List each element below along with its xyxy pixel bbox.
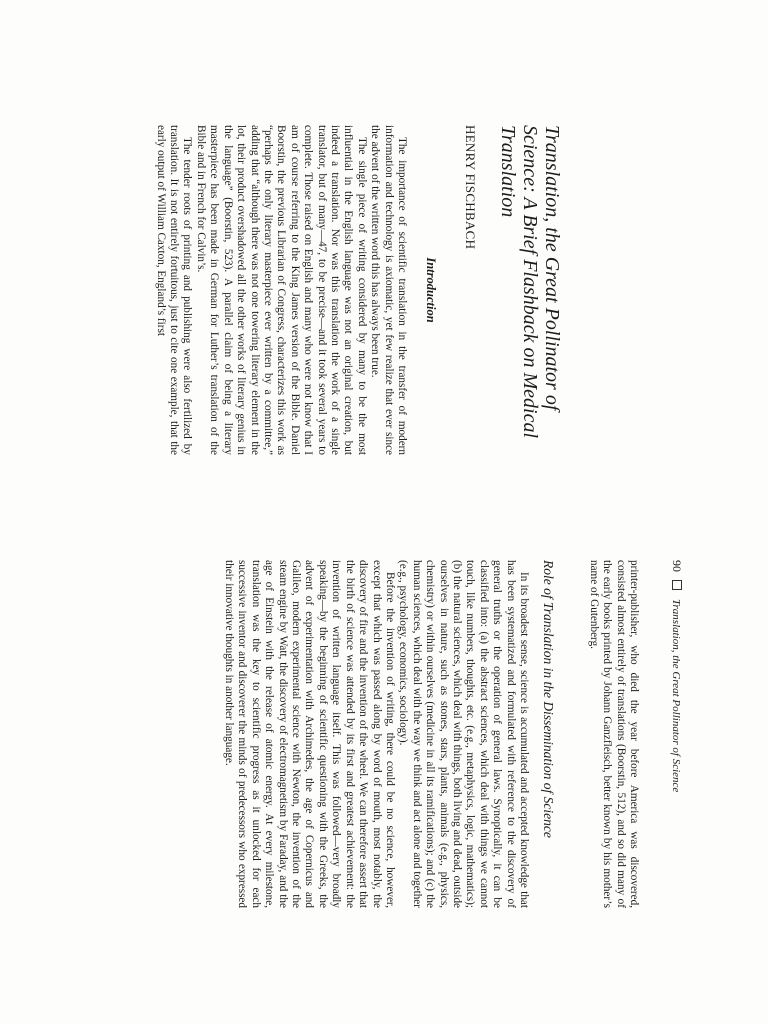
right-body-text [222,560,530,908]
left-body-text [153,125,408,455]
continuation-text [586,560,640,908]
paragraph: The importance of scientific translation in the transfer of modern information and technology is axiomatic, yet few realize that ever since the advent of the written word this has always been true. [369,125,408,455]
section-heading-role-of-translation: Role of Translation in the Dissemination of Science [541,560,556,838]
running-head-title: Translation, the Great Pollinator of Science [670,599,682,793]
page-number: 90 [670,560,684,572]
section-heading-introduction: Introduction [424,257,438,323]
running-head [669,560,684,1000]
author-name: HENRY FISCHBACH [463,125,478,250]
article-title: Translation, the Great Pollinator of Science: A Brief Flashback on Medical Translation [497,125,563,439]
paragraph: The tender roots of printing and publishing were also fertilized by translation. It is not entirely fortuitous, just to cite one example, that the early output of William Caxton, England’s first [154,125,194,455]
right-page [0,520,768,1024]
box-icon [672,580,682,590]
paragraph: In its broadest sense, science is accumulated and accepted knowledge that has been systematized and formulated with reference to the discovery of general truths or the operation of general laws. Synoptically, it can be classified into: (a) the abstract sciences, which deal with things we cannot touch, like numbers, thoughts, etc. (e.g., metaphysics, logic, mathematics); (b) the natural sciences, which deal with things, both living and dead, outside ourselves in nature, such as stones, stars, plants, animals (e.g., physics, chemistry) or within ourselves (medicine in all its ramifications); and (c) the human sciences, which deal with the way we think and act alone and together (e.g., psychology, economics, sociology). [397,560,530,908]
paragraph: Before the invention of writing, there could be no science, however, except that which was passed along by word of mouth, most notably, the discovery of fire and the invention of the wheel. We can therefore assert that the birth of science was attended by its first and greatest achievement: the invention of written language itself. This was followed—very broadly speaking—by the beginning of scientific questioning with the Greeks, the advent of experimentation with Archimedes, the age of Copernicus and Galileo, modern experimental science with Newton, the invention of the steam engine by Watt, the discovery of electromagnetism by Faraday, and the age of Einstein with the release of atomic energy. At every milestone, translation was the key to scientific progress as it unlocked for each successive inventor and discoverer the minds of predecessors who expressed their innovative thoughts in another language. [223,560,396,908]
paragraph: printer-publisher, who died the year before America was discovered, consisted almost entirely of translations (Boorstin, 512), and so did many of the early books printed by Johann Ganzfleisch, better known by his mother’s name of Gutenberg. [587,560,640,908]
left-page [0,0,768,500]
paragraph: The single piece of writing considered by many to be the most influential in the English language was not an original creation, but indeed a translation. Nor was this translation the work of a single translator, but of many—47, to be precise—and it took several years to complete. Those raised on English and many who were not know that I am of course referring to the King James version of the Bible. Daniel Boorstin, the previous Librarian of Congress, characterizes this work as “perhaps the only literary masterpiece ever written by a committee,” adding that “although there was not one towering literary element in the lot, their product overshadowed all the other works of literary genius in the language” (Boorstin, 523). A parallel claim of being a literary masterpiece has been made in German for Luther’s translation of the Bible and in French for Calvin’s. [194,125,368,455]
